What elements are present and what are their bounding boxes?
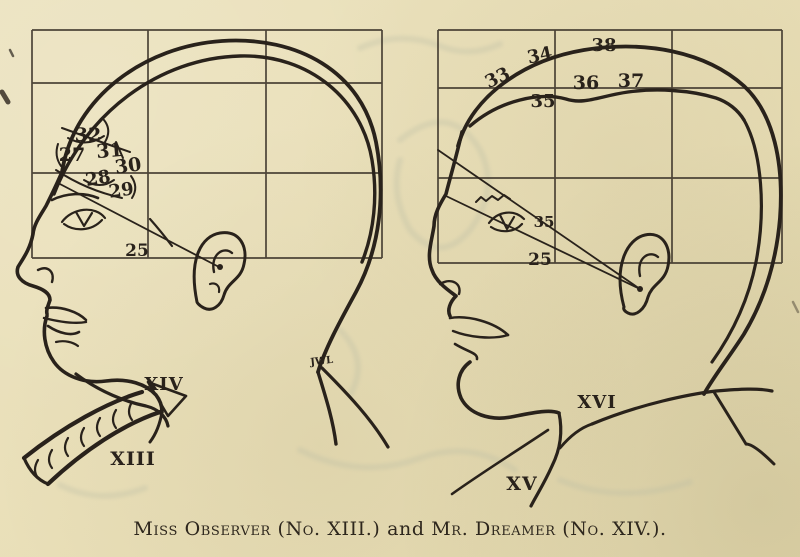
region-number-36: 36 xyxy=(572,72,600,94)
region-number-31: 31 xyxy=(95,138,124,164)
right-measurement-grid xyxy=(438,30,782,263)
region-number-27: 27 xyxy=(58,144,86,166)
region-number-30: 30 xyxy=(113,153,143,179)
region-number-35-top: 35 xyxy=(530,91,556,112)
artist-signature: JWL xyxy=(309,354,334,369)
label-xv: XV xyxy=(506,473,538,495)
label-xvi: XVI xyxy=(577,392,617,413)
plate-caption xyxy=(0,518,800,540)
caption-right-figure-title: Mr. Dreamer (No. XIV.). xyxy=(431,518,667,540)
label-xiv: XIV xyxy=(144,374,184,395)
region-number-38: 38 xyxy=(591,35,617,56)
right-head-outline xyxy=(429,47,780,506)
label-xiii: XIII xyxy=(110,448,156,470)
region-number-34: 34 xyxy=(525,42,555,69)
region-number-35-eye: 35 xyxy=(533,213,555,231)
region-number-33: 33 xyxy=(481,63,514,93)
caption-left-figure-title: Miss Observer (No. XIII.) xyxy=(133,518,381,540)
region-number-28: 28 xyxy=(83,166,113,192)
region-number-25-right: 25 xyxy=(528,250,552,270)
region-number-32: 32 xyxy=(74,124,102,146)
caption-conjunction: and xyxy=(387,518,425,540)
region-number-29: 29 xyxy=(107,178,136,203)
right-region-numbers xyxy=(482,35,645,270)
region-number-25-left: 25 xyxy=(125,241,149,261)
left-head-outline xyxy=(17,41,388,484)
region-number-37: 37 xyxy=(617,70,645,92)
